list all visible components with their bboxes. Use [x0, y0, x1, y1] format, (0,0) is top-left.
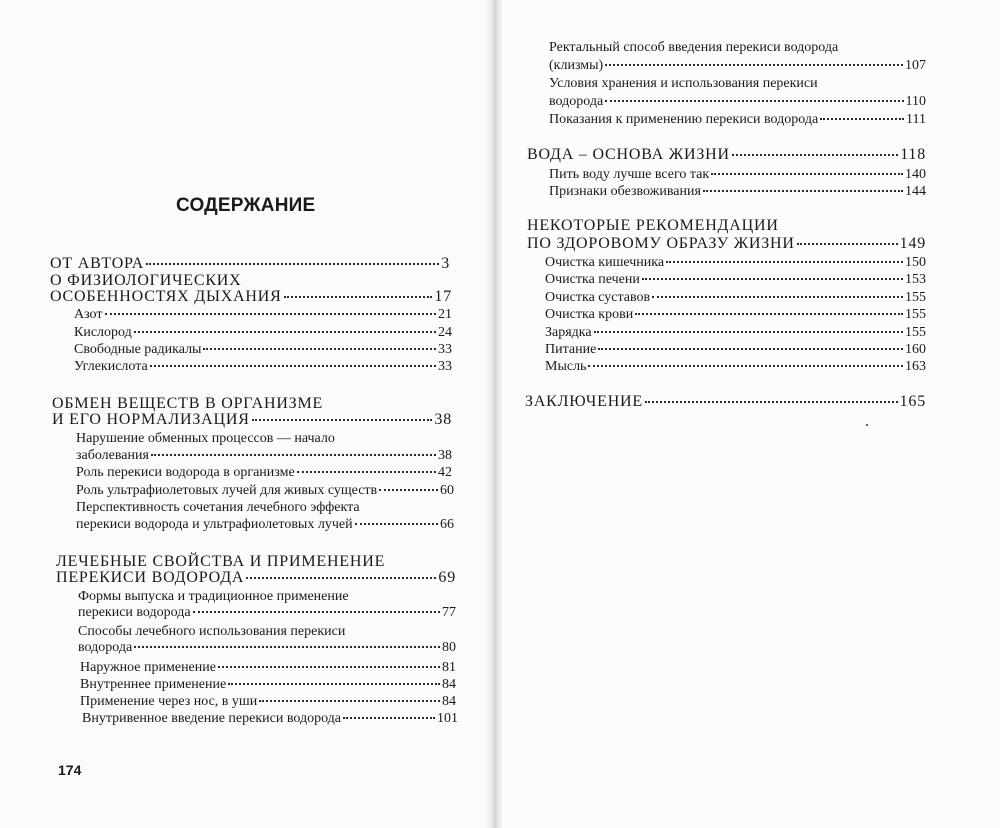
dot-leader [259, 700, 440, 702]
dot-leader [652, 296, 903, 298]
entry-page: 160 [905, 342, 926, 357]
toc-entry-rekomendatsii-line1: НЕКОТОРЫЕ РЕКОМЕНДАЦИИ [527, 217, 779, 234]
dot-leader [193, 611, 440, 613]
toc-entry-rektalny-line1: Ректальный способ введения перекиси водорода [549, 40, 839, 55]
toc-entry-azot [74, 307, 452, 323]
dot-leader [703, 190, 903, 192]
dot-leader [218, 666, 440, 668]
dot-leader [732, 154, 898, 156]
entry-label: ВОДА – ОСНОВА ЖИЗНИ [527, 146, 730, 163]
entry-page: 144 [905, 184, 926, 199]
entry-label: Свободные радикалы [74, 342, 202, 357]
entry-page: 107 [905, 58, 926, 73]
dot-leader [146, 263, 439, 265]
entry-page: 3 [441, 255, 450, 272]
entry-label: Признаки обезвоживания [549, 184, 701, 199]
entry-label: Азот [74, 307, 103, 322]
toc-entry-formy-line1: Формы выпуска и традиционное применение [78, 589, 349, 604]
toc-entry-kislorod [74, 325, 452, 341]
toc-entry-lechebnye-line1: ЛЕЧЕБНЫЕ СВОЙСТВА И ПРИМЕНЕНИЕ [56, 553, 386, 570]
entry-label: ОСОБЕННОСТЯХ ДЫХАНИЯ [50, 288, 282, 305]
entry-label: Наружное применение [80, 660, 216, 675]
toc-entry-narushenie [76, 448, 452, 464]
entry-page: 155 [905, 290, 926, 305]
dot-leader [711, 173, 903, 175]
toc-entry-pokazaniya [549, 112, 926, 128]
dot-leader [666, 261, 903, 263]
toc-entry-usloviya-line1: Условия хранения и использования перекиси [549, 76, 818, 91]
entry-label: Зарядка [545, 325, 592, 340]
dot-leader [642, 278, 903, 280]
entry-page: 66 [440, 517, 454, 532]
entry-page: 77 [442, 605, 456, 620]
dot-leader [252, 419, 433, 421]
toc-entry-sposoby [78, 640, 456, 656]
entry-label: Применение через нос, в уши [80, 694, 258, 709]
entry-label: Пить воду лучше всего так [549, 167, 710, 182]
toc-entry-vnutrivennoe [82, 711, 458, 727]
entry-page: 33 [438, 342, 452, 357]
dot-leader [203, 348, 436, 350]
toc-entry-mysl [545, 359, 926, 375]
toc-entry-formy [78, 605, 456, 621]
entry-page: 21 [438, 307, 452, 322]
dot-leader [605, 100, 903, 102]
toc-entry-zaryadka [545, 325, 926, 341]
dot-leader [134, 331, 436, 333]
dot-leader [797, 243, 898, 245]
dot-leader [297, 471, 436, 473]
entry-label: Кислород [74, 325, 132, 340]
dot-leader [645, 401, 898, 403]
dot-leader [355, 523, 438, 525]
entry-page: 155 [905, 325, 926, 340]
entry-page: 80 [442, 640, 456, 655]
dot-leader [820, 118, 904, 120]
toc-entry-zaklyuchenie [525, 393, 926, 411]
dot-leader [150, 365, 436, 367]
toc-entry-voda [527, 146, 926, 164]
entry-page: 60 [440, 483, 454, 498]
entry-page: 149 [899, 235, 926, 252]
entry-label: ПЕРЕКИСИ ВОДОРОДА [56, 569, 245, 586]
toc-entry-obmen-line1: ОБМЕН ВЕЩЕСТВ В ОРГАНИЗМЕ [52, 395, 324, 412]
page-number: 174 [58, 762, 82, 778]
dot-leader [228, 683, 440, 685]
dot-leader [134, 646, 440, 648]
toc-entry-perspektivnost-line1: Перспективность сочетания лечебного эффекта [76, 500, 360, 515]
entry-label: заболевания [76, 448, 149, 463]
entry-label: ПО ЗДОРОВОМУ ОБРАЗУ ЖИЗНИ [527, 235, 795, 252]
entry-label: Мысль [545, 359, 587, 374]
entry-page: 140 [905, 167, 926, 182]
entry-label: Показания к применению перекиси водорода [549, 112, 819, 127]
toc-entry-nos [80, 694, 456, 710]
toc-entry-sustavy [545, 290, 926, 306]
toc-entry-usloviya [549, 94, 926, 110]
entry-label: водорода [78, 640, 133, 655]
entry-page: 101 [437, 711, 458, 726]
entry-page: 118 [900, 146, 926, 163]
toc-entry-rektalny [549, 58, 926, 74]
entry-label: Внутреннее применение [80, 677, 227, 692]
entry-page: 42 [438, 465, 452, 480]
dot-leader [635, 313, 903, 315]
entry-label: Роль перекиси водорода в организме [76, 465, 295, 480]
entry-page: 111 [906, 112, 926, 127]
toc-entry-pitanie [545, 342, 926, 358]
entry-page: 165 [899, 393, 926, 410]
entry-page: 153 [905, 272, 926, 287]
dot-leader [284, 296, 433, 298]
toc-entry-sposoby-line1: Способы лечебного использования перекиси [78, 624, 346, 639]
entry-page: 84 [442, 677, 456, 692]
entry-page: 17 [434, 288, 452, 305]
entry-page: 150 [905, 255, 926, 270]
toc-entry-rekomendatsii [527, 235, 926, 253]
book-spine [484, 0, 502, 828]
entry-label: ЗАКЛЮЧЕНИЕ [525, 393, 643, 410]
toc-entry-kishechnik [545, 255, 926, 271]
dot-leader [246, 577, 436, 579]
entry-page: 163 [905, 359, 926, 374]
entry-label: Углекислота [74, 359, 148, 374]
entry-page: 110 [905, 94, 926, 109]
entry-label: (клизмы) [549, 58, 604, 73]
entry-label: Питание [545, 342, 597, 357]
toc-entry-pechen [545, 272, 926, 288]
toc-entry-rol-perekisi [76, 465, 452, 481]
dot-leader [588, 365, 903, 367]
toc-entry-ot-avtora [50, 255, 450, 273]
toc-entry-dykhanie [50, 288, 452, 306]
page-title: СОДЕРЖАНИЕ [176, 195, 316, 216]
print-speck [866, 424, 868, 426]
toc-entry-uglekislota [74, 359, 452, 375]
entry-label: перекиси водорода [78, 605, 191, 620]
entry-label: Очистка суставов [545, 290, 651, 305]
entry-label: И ЕГО НОРМАЛИЗАЦИЯ [52, 411, 250, 428]
entry-page: 81 [442, 660, 456, 675]
entry-label: Очистка крови [545, 307, 634, 322]
entry-label: Очистка печени [545, 272, 640, 287]
toc-entry-rol-uf [76, 483, 454, 499]
toc-entry-dykhanie-line1: О ФИЗИОЛОГИЧЕСКИХ [50, 272, 242, 289]
entry-label: перекиси водорода и ультрафиолетовых лучей [76, 517, 353, 532]
dot-leader [105, 313, 437, 315]
toc-entry-krov [545, 307, 926, 323]
toc-entry-pit-vodu [549, 167, 926, 183]
dot-leader [343, 717, 435, 719]
toc-entry-obmen [52, 411, 452, 429]
entry-page: 84 [442, 694, 456, 709]
entry-page: 24 [438, 325, 452, 340]
dot-leader [594, 331, 903, 333]
dot-leader [379, 489, 438, 491]
entry-label: ОТ АВТОРА [50, 255, 145, 272]
entry-page: 38 [438, 448, 452, 463]
dot-leader [151, 454, 436, 456]
toc-entry-lechebnye [56, 569, 456, 587]
entry-label: Внутривенное введение перекиси водорода [82, 711, 342, 726]
dot-leader [605, 64, 903, 66]
entry-page: 33 [438, 359, 452, 374]
entry-page: 155 [905, 307, 926, 322]
dot-leader [598, 348, 903, 350]
entry-page: 69 [438, 569, 456, 586]
toc-entry-priznaki [549, 184, 926, 200]
entry-page: 38 [434, 411, 452, 428]
entry-label: Очистка кишечника [545, 255, 665, 270]
toc-entry-naruzhnoe [80, 660, 456, 676]
toc-entry-narushenie-line1: Нарушение обменных процессов — начало [76, 431, 335, 446]
toc-entry-radikaly [74, 342, 452, 358]
entry-label: Роль ультрафиолетовых лучей для живых существ [76, 483, 378, 498]
toc-entry-vnutrennee [80, 677, 456, 693]
entry-label: водорода [549, 94, 604, 109]
toc-entry-perspektivnost [76, 517, 454, 533]
